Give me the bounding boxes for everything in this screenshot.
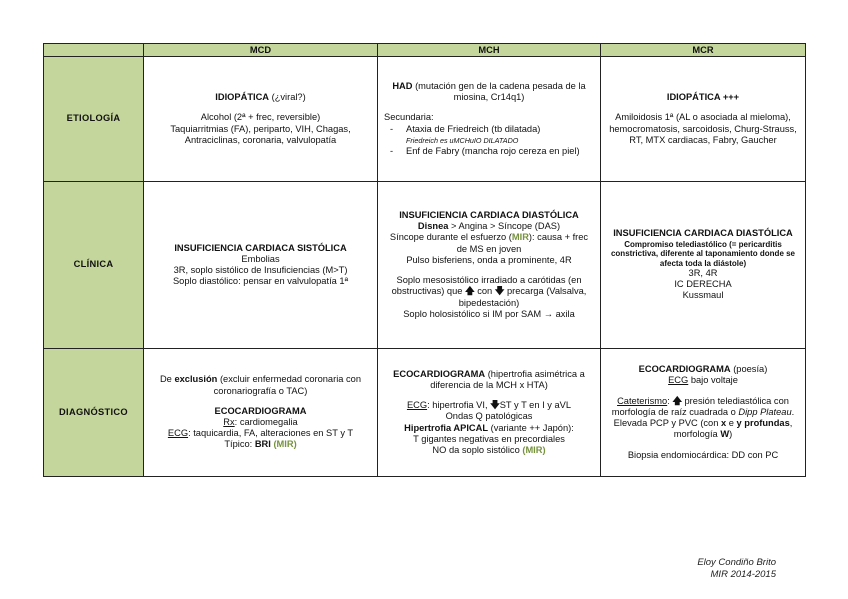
mch-secundaria: Secundaria: — [384, 112, 434, 123]
mch-friedreich-note: Friedreich es uMCHuIO DILATADO — [406, 135, 519, 145]
cell-clinica-mch: INSUFICIENCIA CARDIACA DIASTÓLICA Disnea > Angina > Síncope (DAS) Síncope durante el esfuerzo (MIR): causa + frec de MS en joven Pulso bisferiens, onda a prominente, 4R Soplo mesosistólico irradiado a carótidas (en obstructivas) que 🡅 con 🡇 precarga (Valsalva, bipedestación) Soplo holosistólico si IM por SAM → axila — [378, 182, 601, 349]
mcd-clin-line2: 3R, soplo sistólico de Insuficiencias (M>T) — [173, 265, 348, 275]
mcr-etio-text: Amiloidosis 1ª (AL o asociada al mieloma), hemocromatosis, sarcoidosis, Churg-Strauss, RT, MTX cardiacas, Fabry, Gaucher — [609, 112, 797, 145]
mch-soplo-holo: Soplo holosistólico si IM por SAM → axila — [403, 308, 575, 319]
mcd-diag-ecg: ECG: taquicardia, FA, alteraciones en ST y T — [167, 428, 354, 439]
header-mcd: MCD — [144, 44, 378, 57]
mcr-diag-ecg: ECG bajo voltaje — [668, 375, 738, 386]
mch-soplo-meso: Soplo mesosistólico irradiado a carótidas (en obstructivas) que 🡅 con 🡇 precarga (Valsalva, bipedestación) — [391, 275, 587, 308]
mcr-clin-line1: 3R, 4R — [688, 267, 718, 278]
mcr-diag-eco: ECOCARDIOGRAMA (poesía) — [638, 364, 768, 375]
header-empty — [44, 44, 144, 57]
list-item: - Ataxia de Friedreich (tb dilatada) Friedreich es uMCHuIO DILATADO — [406, 124, 594, 146]
mch-clin-title: INSUFICIENCIA CARDIACA DIASTÓLICA — [399, 210, 579, 221]
mcd-diag-rx: Rx: cardiomegalia — [223, 417, 298, 427]
mcd-diag-eco: ECOCARDIOGRAMA — [214, 405, 307, 416]
mcd-diag-tipico: Típico: BRI (MIR) — [224, 439, 297, 450]
down-arrow-icon: 🡇 — [490, 400, 500, 411]
row-label-etiologia: ETIOLOGÍA — [44, 57, 144, 182]
list-item: - Enf de Fabry (mancha rojo cereza en piel) — [406, 146, 594, 157]
header-row — [44, 44, 806, 57]
mcd-etio-title: IDIOPÁTICA — [215, 92, 270, 103]
mch-diag-apical: Hipertrofia APICAL (variante ++ Japón): — [404, 422, 574, 433]
cell-etiologia-mch — [378, 57, 601, 182]
up-arrow-icon: 🡅 — [672, 395, 682, 406]
cell-clinica-mcr — [601, 182, 806, 349]
row-label-diagnostico: DIAGNÓSTICO — [44, 349, 144, 477]
mcd-clin-title: INSUFICIENCIA CARDIACA SISTÓLICA — [174, 242, 347, 253]
mcd-etio-title-suffix: (¿viral?) — [271, 92, 306, 103]
mir-badge: (MIR) — [522, 445, 546, 455]
mch-sincope: Síncope durante el esfuerzo (MIR): causa + frec de MS en joven — [389, 232, 589, 254]
mch-secundaria-list — [384, 124, 594, 158]
row-etiologia — [44, 57, 806, 182]
up-arrow-icon: 🡅 — [465, 286, 475, 297]
header-mch: MCH — [378, 44, 601, 57]
signature — [697, 557, 776, 580]
down-arrow-icon: 🡇 — [494, 286, 505, 297]
mcr-clin-line2: IC DERECHA — [674, 279, 732, 290]
signature-course: MIR 2014-2015 — [710, 568, 776, 580]
mch-diag-nosoplo: NO da soplo sistólico (MIR) — [432, 445, 546, 455]
mir-badge: MIR — [511, 232, 529, 243]
mch-had-label: HAD — [392, 80, 413, 91]
cell-clinica-mcd — [144, 182, 378, 349]
mch-diag-eco: ECOCARDIOGRAMA (hipertrofia asimétrica a diferencia de la MCH x HTA) — [393, 368, 585, 390]
mcd-etio-line2: Taquiarritmias (FA), periparto, VIH, Chagas, — [170, 123, 351, 134]
mcd-diag-exclusion: De exclusión (excluir enfermedad coronaria con coronariografía o TAC) — [159, 374, 362, 396]
mch-diag-ecg: ECG: hipertrofia VI, 🡇ST y T en I y aVL — [406, 400, 572, 411]
mch-had-text: (mutación gen de la cadena pesada de la miosina, Cr14q1) — [415, 80, 586, 103]
cell-diagnostico-mcd — [144, 349, 378, 477]
row-clinica — [44, 182, 806, 349]
mcr-clin-note: Compromiso telediastólico (= pericarditis constrictiva, diferente al taponamiento donde se afecta toda la diástole) — [610, 239, 796, 268]
mch-diag-tgig: T gigantes negativas en precordiales — [413, 433, 565, 444]
cardiomyopathy-table — [43, 43, 806, 477]
row-label-clinica: CLÍNICA — [44, 182, 144, 349]
mcr-clin-title: INSUFICIENCIA CARDIACA DIASTÓLICA — [613, 228, 793, 239]
cell-etiologia-mcd — [144, 57, 378, 182]
cell-diagnostico-mch — [378, 349, 601, 477]
cell-etiologia-mcr — [601, 57, 806, 182]
mir-badge: (MIR) — [273, 439, 297, 450]
mch-disnea: Disnea — [417, 221, 449, 232]
mcd-clin-line3: Soplo diastólico: pensar en valvulopatía 1ª — [172, 276, 349, 287]
mcd-clin-line1: Embolias — [241, 253, 280, 264]
mcd-etio-line1: Alcohol (2ª + frec, reversible) — [200, 112, 321, 123]
mcr-clin-line3: Kussmaul — [682, 290, 724, 301]
mcr-etio-title: IDIOPÁTICA +++ — [666, 92, 740, 103]
mcr-diag-cateterismo: Cateterismo: 🡅 presión telediastólica con morfología de raíz cuadrada o Dipp Plateau. Elevada PCP y PVC (con x e y profundas, morfología W) — [611, 395, 795, 440]
signature-name: Eloy Condiño Brito — [697, 557, 776, 568]
row-diagnostico — [44, 349, 806, 477]
mch-diag-ondas: Ondas Q patológicas — [445, 411, 533, 422]
cell-diagnostico-mcr — [601, 349, 806, 477]
header-mcr: MCR — [601, 44, 806, 57]
mch-pulso: Pulso bisferiens, onda a prominente, 4R — [406, 254, 572, 265]
mcr-diag-biopsia: Biopsia endomiocárdica: DD con PC — [627, 449, 779, 460]
mcd-etio-line3: Antraciclinas, coronaria, valvulopatía — [184, 134, 337, 145]
